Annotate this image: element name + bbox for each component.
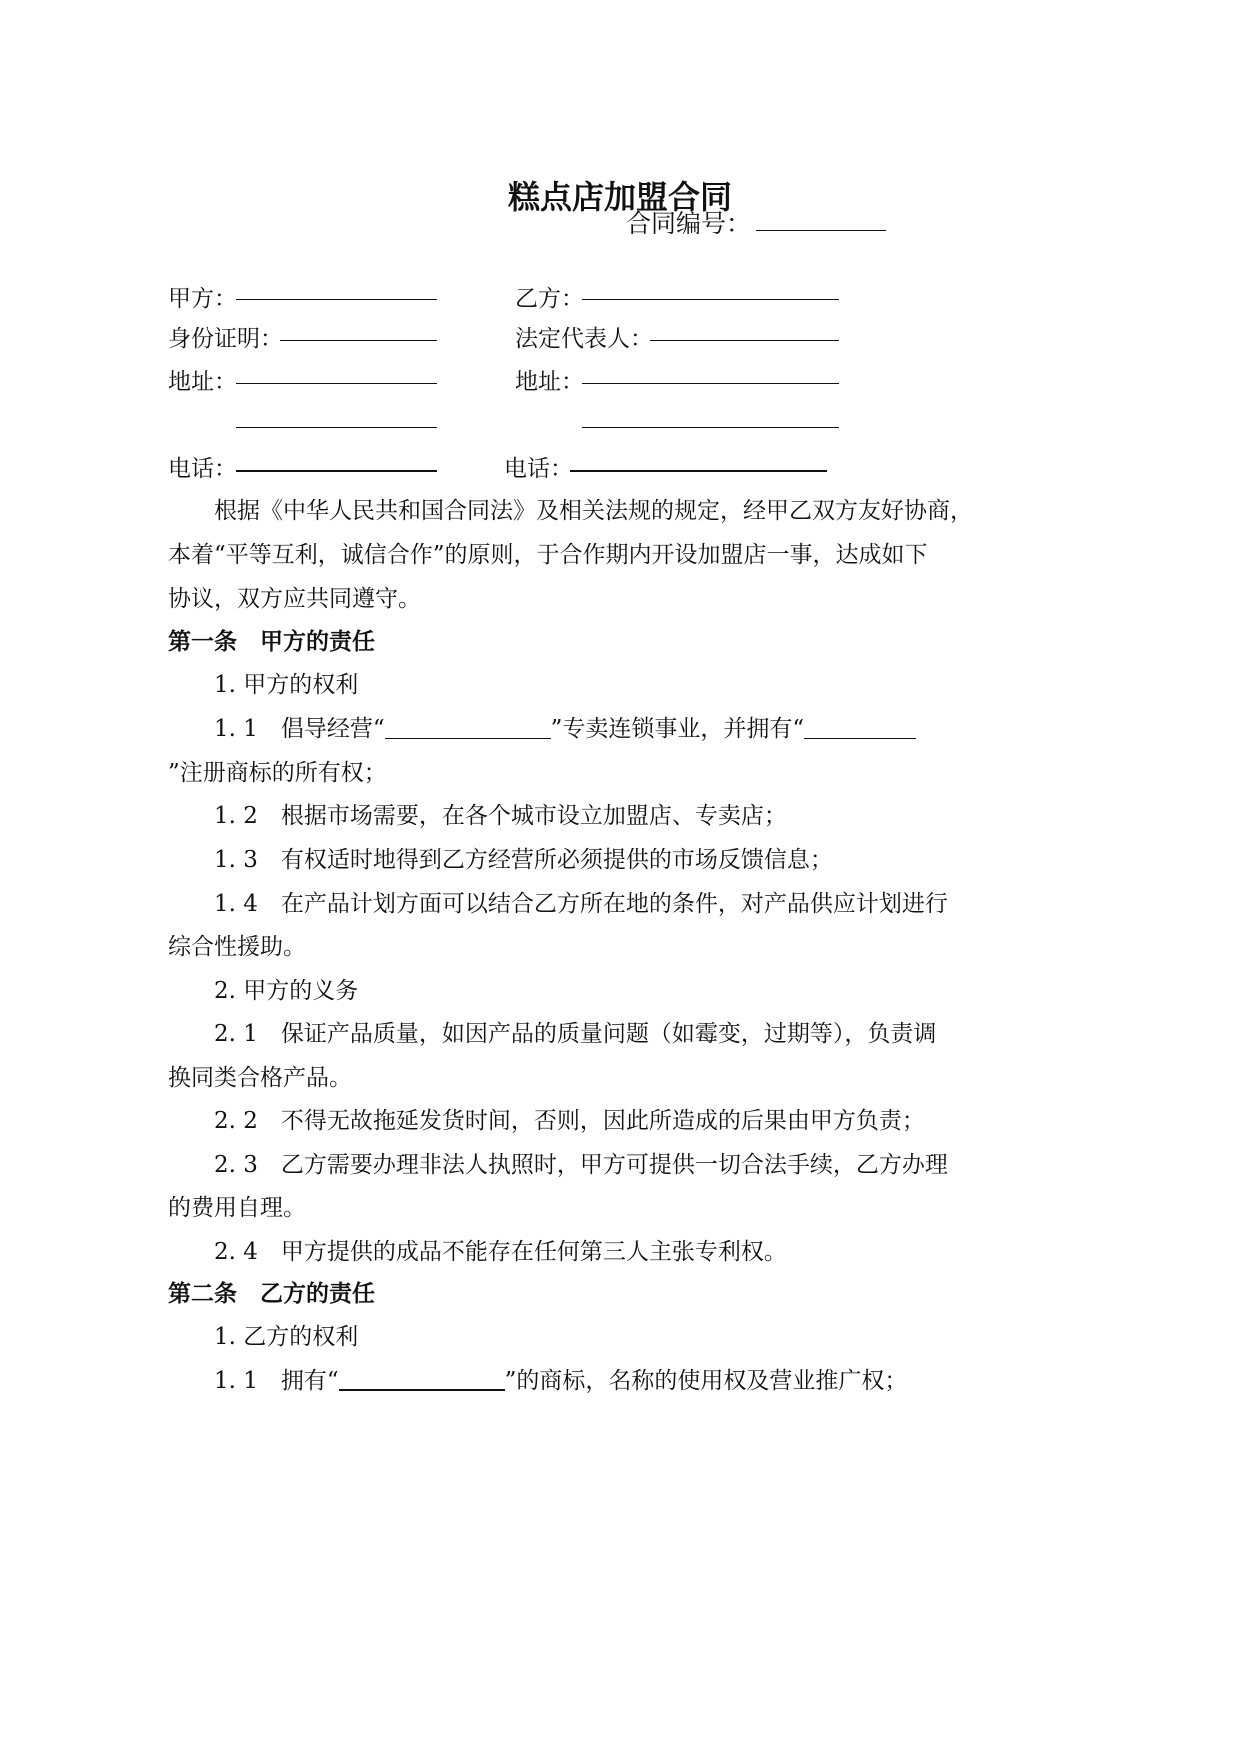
clause-1-2: 1. 2 根据市场需要，在各个城市设立加盟店、专卖店； [214,803,787,829]
party-b-rep-label: 法定代表人： [515,326,653,352]
contract-number-blank [756,230,886,231]
clause-1-1-line-1 [214,710,916,743]
party-b-address-label: 地址： [515,369,584,395]
article-1-rights-heading: 1. 甲方的权利 [214,672,359,698]
clause-1-4-line-2: 综合性援助。 [168,934,306,960]
clause-2-4: 2. 4 甲方提供的成品不能存在任何第三人主张专利权。 [214,1239,787,1265]
preamble-line-3: 协议，双方应共同遵守。 [168,586,421,612]
article-1-heading: 第一条 甲方的责任 [168,629,375,655]
party-b-phone-label: 电话： [504,456,573,482]
clause-1-3: 1. 3 有权适时地得到乙方经营所必须提供的市场反馈信息； [214,847,833,873]
article-2-rights-heading: 1. 乙方的权利 [214,1324,359,1350]
clause-2-3-line-1: 2. 3 乙方需要办理非法人执照时，甲方可提供一切合法手续，乙方办理 [214,1152,948,1178]
article-2-clause-1-1-text-b: ”的商标，名称的使用权及营业推广权； [504,1368,908,1394]
clause-2-2: 2. 2 不得无故拖延发货时间，否则，因此所造成的后果由甲方负责； [214,1108,925,1134]
clause-1-1-text-a: 1. 1 倡导经营“ [214,716,385,742]
party-a-address-blank [236,383,437,384]
preamble-line-2: 本着“平等互利，诚信合作”的原则，于合作期内开设加盟店一事，达成如下 [168,542,928,568]
party-a-id-blank [280,340,437,341]
clause-1-1-line-2: ”注册商标的所有权； [168,760,387,786]
article-2-heading: 第二条 乙方的责任 [168,1281,375,1307]
trademark-blank [804,716,916,739]
party-a-address-blank-2 [236,427,437,428]
party-a-id-label: 身份证明： [168,326,283,352]
clause-1-1-text-b: ”专卖连锁事业，并拥有“ [550,716,805,742]
article-2-clause-1-1-text-a: 1. 1 拥有“ [214,1368,339,1394]
article-1-duties-heading: 2. 甲方的义务 [214,978,359,1004]
clause-1-4-line-1: 1. 4 在产品计划方面可以结合乙方所在地的条件，对产品供应计划进行 [214,891,948,917]
document-title: 糕点店加盟合同 [507,178,732,216]
party-b-blank [582,299,839,300]
party-b-phone-blank [570,470,827,472]
party-b-label: 乙方： [515,286,584,312]
party-b-address-blank-2 [582,427,839,428]
party-a-phone-label: 电话： [168,456,237,482]
party-b-rep-blank [650,340,839,341]
party-a-label: 甲方： [168,286,237,312]
clause-2-3-line-2: 的费用自理。 [168,1195,306,1221]
preamble-line-1: 根据《中华人民共和国合同法》及相关法规的规定，经甲乙双方友好协商， [214,498,973,524]
party-a-blank [236,299,437,300]
article-2-clause-1-1 [214,1362,907,1395]
party-a-phone-blank [236,470,437,472]
clause-2-1-line-1: 2. 1 保证产品质量，如因产品的质量问题（如霉变，过期等），负责调 [214,1021,937,1047]
contract-number-label: 合同编号： [626,209,752,238]
article-2-trademark-blank [339,1367,505,1391]
party-b-address-blank [582,383,839,384]
brand-blank [385,716,551,739]
clause-2-1-line-2: 换同类合格产品。 [168,1065,352,1091]
party-a-address-label: 地址： [168,369,237,395]
